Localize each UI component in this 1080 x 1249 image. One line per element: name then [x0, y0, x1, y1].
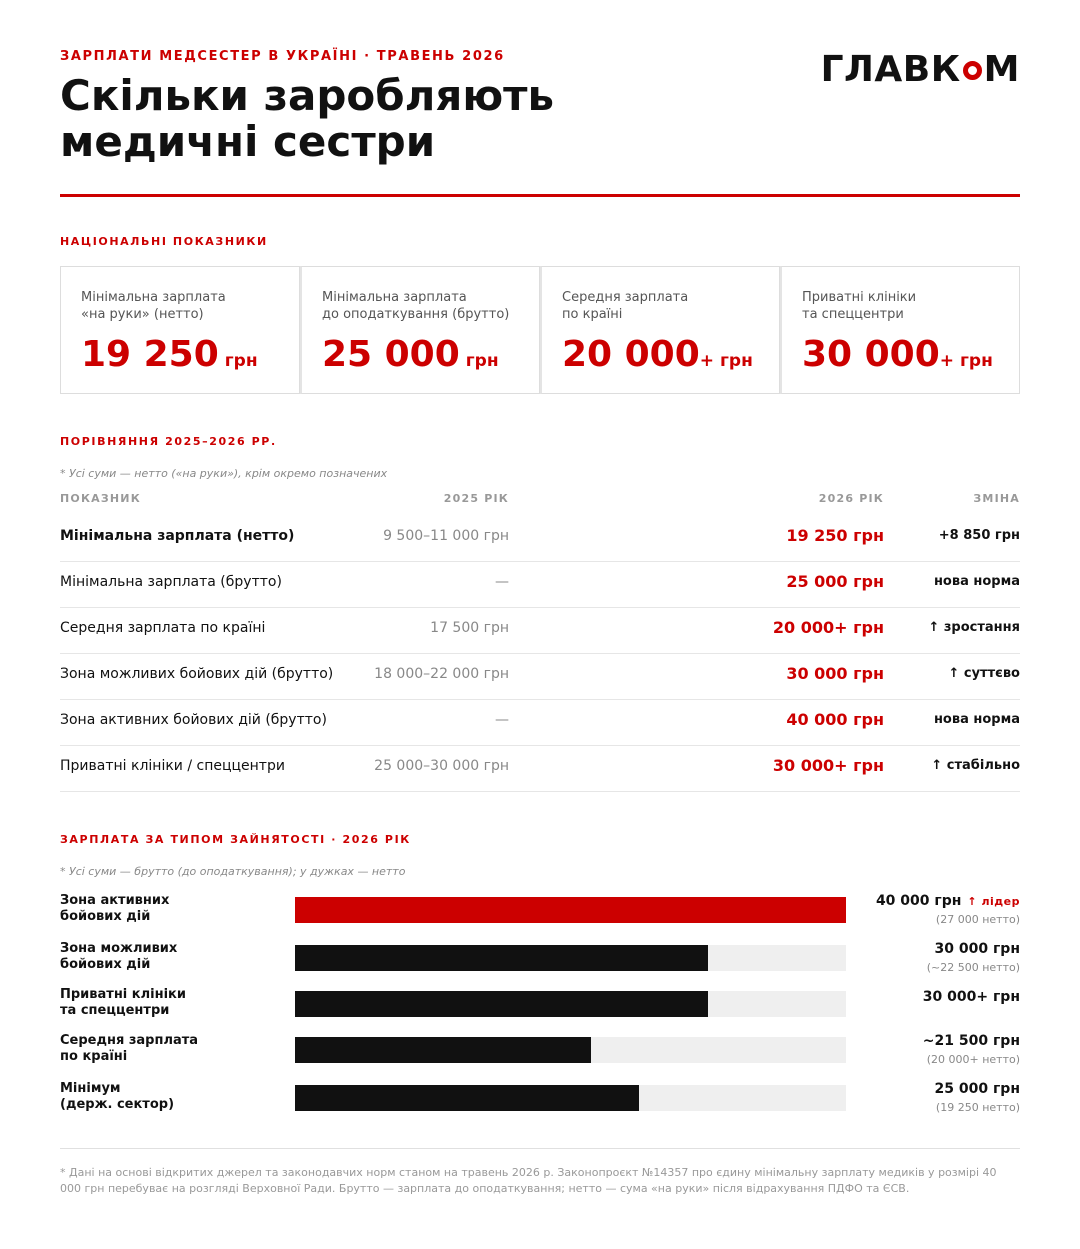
- logo-text-left: ГЛАВК: [820, 49, 961, 90]
- row-2025: 25 000–30 000 грн: [374, 758, 509, 774]
- employment-section-label: ЗАРПЛАТА ЗА ТИПОМ ЗАЙНЯТОСТІ · 2026 РІК: [60, 833, 411, 846]
- kpi-value: [81, 335, 279, 375]
- header-change: ЗМІНА: [973, 492, 1020, 505]
- kpi-number: 25 000: [322, 334, 460, 375]
- kpi-value: [802, 335, 999, 375]
- bar-value-label: [876, 893, 1020, 909]
- kpi-label: Приватні клініки та спеццентри: [802, 290, 917, 322]
- kpi-cards: [60, 266, 1020, 394]
- bar-net-label: (~22 500 нетто): [926, 961, 1020, 974]
- kicker: ЗАРПЛАТИ МЕДСЕСТЕР В УКРАЇНІ · ТРАВЕНЬ 2026: [60, 49, 505, 64]
- bar-value-text: 25 000 грн: [934, 1081, 1020, 1097]
- header-divider: [60, 194, 1020, 197]
- bar-category-label: Приватні клініки та спеццентри: [60, 987, 186, 1018]
- bar-track: [295, 945, 846, 971]
- comparison-note: * Усі суми — нетто («на руки»), крім окремо позначених: [60, 467, 388, 480]
- row-2025: 9 500–11 000 грн: [383, 528, 509, 544]
- kpi-card: [780, 266, 1020, 394]
- row-indicator: Приватні клініки / спеццентри: [60, 758, 285, 774]
- bar-category-label: Мінімум (держ. сектор): [60, 1081, 175, 1112]
- bar-track: [295, 1085, 846, 1111]
- header-indicator: ПОКАЗНИК: [60, 492, 141, 505]
- bar-category-label: Середня зарплата по країні: [60, 1033, 199, 1064]
- kpi-label: Мінімальна зарплата до оподаткування (брутто): [322, 290, 510, 322]
- kpi-number: 20 000: [562, 334, 700, 375]
- kpi-number: 30 000: [802, 334, 940, 375]
- kpi-unit: грн: [960, 351, 993, 371]
- bar-value-label: [935, 941, 1020, 957]
- employment-note: * Усі суми — брутто (до оподаткування); у дужках — нетто: [60, 865, 406, 878]
- bar-net-label: (20 000+ нетто): [926, 1053, 1020, 1066]
- kpi-unit: грн: [720, 351, 753, 371]
- row-indicator: Зона можливих бойових дій (брутто): [60, 666, 334, 682]
- row-2026: 30 000 грн: [786, 664, 884, 683]
- bar-category-label: Зона активних бойових дій: [60, 893, 170, 924]
- bar-category-label: Зона можливих бойових дій: [60, 941, 178, 972]
- row-change: ↑ зростання: [928, 620, 1020, 635]
- table-row: [60, 654, 1020, 700]
- bar-net-label: (27 000 нетто): [935, 913, 1020, 926]
- row-change: +8 850 грн: [938, 528, 1020, 543]
- logo: [821, 50, 1020, 90]
- row-2025: —: [495, 712, 509, 728]
- row-change: ↑ стабільно: [931, 758, 1020, 773]
- bar-value-label: [935, 1081, 1020, 1097]
- header-2026: 2026 РІК: [818, 492, 884, 505]
- bar: [295, 1085, 639, 1111]
- kpi-unit: грн: [224, 351, 258, 371]
- bar: [295, 1037, 591, 1063]
- table-row: [60, 746, 1020, 792]
- table-row: [60, 516, 1020, 562]
- bar-track: [295, 1037, 846, 1063]
- national-section-label: НАЦІОНАЛЬНІ ПОКАЗНИКИ: [60, 235, 268, 248]
- kpi-unit: грн: [465, 351, 499, 371]
- header-2025: 2025 РІК: [443, 492, 509, 505]
- bar-row: [60, 893, 1020, 943]
- bar-value-text: ~21 500 грн: [922, 1033, 1020, 1049]
- bar-net-label: (19 250 нетто): [935, 1101, 1020, 1114]
- row-indicator: Середня зарплата по країні: [60, 620, 266, 636]
- row-2025: 17 500 грн: [430, 620, 509, 636]
- row-2026: 20 000+ грн: [772, 618, 884, 637]
- leader-tag: ↑ лідер: [967, 895, 1020, 908]
- row-2026: 30 000+ грн: [772, 756, 884, 775]
- bar-value-text: 40 000 грн: [875, 893, 962, 909]
- logo-ring-icon: [963, 61, 982, 80]
- row-2026: 19 250 грн: [786, 526, 884, 545]
- kpi-label: Мінімальна зарплата «на руки» (нетто): [81, 290, 226, 322]
- row-change: нова норма: [933, 574, 1020, 589]
- table-header: [60, 492, 1020, 506]
- bar-row: [60, 941, 1020, 991]
- kpi-suffix: +: [699, 351, 715, 371]
- row-change: ↑ суттєво: [948, 666, 1020, 681]
- page-title: Скільки заробляють медичні сестри: [60, 71, 555, 166]
- bar-row: [60, 987, 1020, 1037]
- table-row: [60, 700, 1020, 746]
- footer-divider: [60, 1148, 1020, 1149]
- kpi-card: [300, 266, 540, 394]
- kpi-card: [540, 266, 780, 394]
- row-indicator: Мінімальна зарплата (нетто): [60, 528, 295, 544]
- footnote: * Дані на основі відкритих джерел та законодавчих норм станом на травень 2026 р. Законопроєкт №14357 про єдину мінімальну зарплату медиків у розмірі 40 000 грн перебуває на розгляді Верховної Ради. Брутто — зарплата до оподаткування; нетто — сума «на руки» після відрахування ПДФО та ЄСВ.: [60, 1166, 997, 1195]
- bar-value-text: 30 000 грн: [934, 941, 1020, 957]
- kpi-label: Середня зарплата по країні: [562, 290, 689, 322]
- row-2025: 18 000–22 000 грн: [374, 666, 509, 682]
- bar-value-label: [923, 1033, 1020, 1049]
- kpi-suffix: +: [939, 351, 955, 371]
- bar-value-text: 30 000+ грн: [922, 989, 1020, 1005]
- table-row: [60, 608, 1020, 654]
- bar: [295, 897, 846, 923]
- bar-value-label: [923, 989, 1020, 1005]
- row-indicator: Мінімальна зарплата (брутто): [60, 574, 282, 590]
- comparison-section-label: ПОРІВНЯННЯ 2025–2026 РР.: [60, 435, 277, 448]
- row-indicator: Зона активних бойових дій (брутто): [60, 712, 327, 728]
- row-2025: —: [495, 574, 509, 590]
- bar-row: [60, 1081, 1020, 1131]
- row-change: нова норма: [933, 712, 1020, 727]
- kpi-number: 19 250: [81, 334, 219, 375]
- bar: [295, 991, 708, 1017]
- kpi-value: [562, 335, 759, 375]
- row-2026: 25 000 грн: [786, 572, 884, 591]
- logo-text-right: М: [983, 49, 1020, 90]
- bar-row: [60, 1033, 1020, 1083]
- bar-track: [295, 991, 846, 1017]
- bar-track: [295, 897, 846, 923]
- bar: [295, 945, 708, 971]
- kpi-value: [322, 335, 519, 375]
- row-2026: 40 000 грн: [786, 710, 884, 729]
- table-row: [60, 562, 1020, 608]
- kpi-card: [60, 266, 300, 394]
